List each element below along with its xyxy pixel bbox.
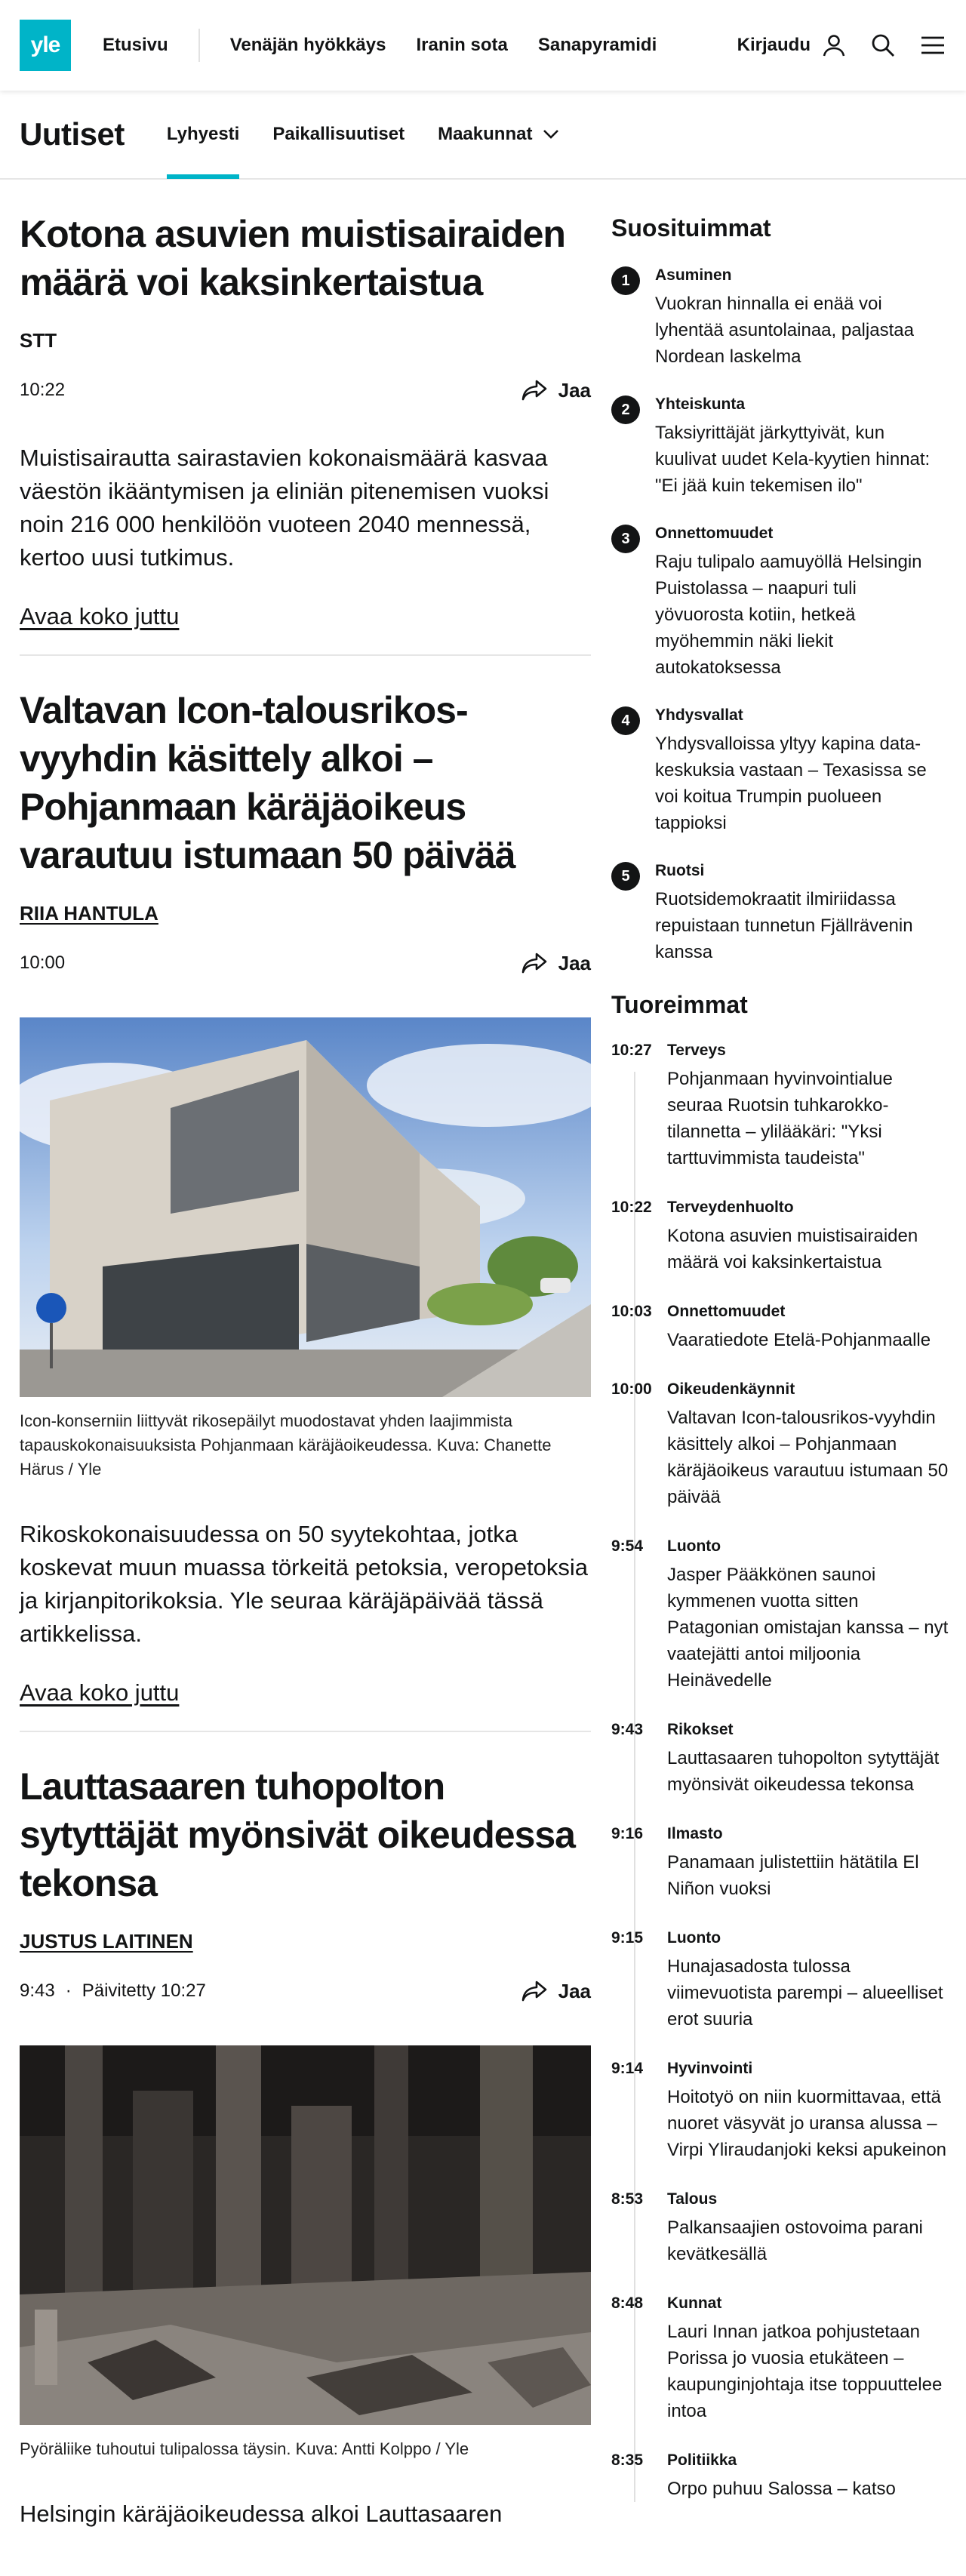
article-meta bbox=[20, 1976, 591, 2006]
item-category: Terveys bbox=[667, 1042, 726, 1059]
latest-item[interactable] bbox=[611, 2294, 949, 2424]
item-title[interactable]: Hunajasadosta tulossa viimevuotista parempi – alueelliset erot suuria bbox=[667, 1956, 943, 2030]
share-button[interactable] bbox=[521, 952, 591, 975]
item-category: Luonto bbox=[667, 1537, 721, 1555]
item-category: Terveydenhuolto bbox=[667, 1199, 794, 1216]
popular-item[interactable] bbox=[611, 395, 949, 499]
item-category: Ilmasto bbox=[667, 1825, 723, 1842]
section-tabs bbox=[167, 90, 560, 179]
item-title[interactable]: Taksiyrittäjät järkyttyivät, kun kuulivat uudet Kela-kyytien hinnat: "Ei jää kuin tekemisen ilo" bbox=[655, 423, 931, 496]
article-author[interactable]: RIIA HANTULA bbox=[20, 902, 158, 925]
item-title[interactable]: Jasper Pääkkönen saunoi kymmenen vuotta sitten Patagonian omistajan kanssa – nyt vaatejätti antoi miljoonia Heinävedelle bbox=[667, 1565, 949, 1691]
section-title[interactable]: Uutiset bbox=[20, 116, 125, 152]
article-lead: Muistisairautta sairastavien kokonaismäärä kasvaa väestön ikääntymisen ja eliniän pitenemisen vuoksi noin 216 000 henkilöön vuoteen 2040 mennessä, kertoo uusi tutkimus. bbox=[20, 445, 549, 571]
nav-link-ukraine[interactable]: Venäjän hyökkäys bbox=[229, 35, 386, 55]
share-icon bbox=[521, 952, 548, 974]
item-category: Onnettomuudet bbox=[655, 525, 774, 542]
item-category: Luonto bbox=[667, 1929, 721, 1947]
latest-item[interactable] bbox=[611, 1721, 949, 1798]
item-time: 10:00 bbox=[611, 1380, 652, 1398]
share-label: Jaa bbox=[558, 378, 591, 402]
item-title[interactable]: Lauri Innan jatkoa pohjustetaan Porissa jo vuosia etukäteen – kaupunginjohtaja itse toppuuttelee intoa bbox=[667, 2322, 943, 2421]
open-article-link[interactable]: Avaa koko juttu bbox=[20, 1679, 180, 1706]
item-title[interactable]: Vuokran hinnalla ei enää voi lyhentää asuntolainaa, paljastaa Nordean laskelma bbox=[655, 294, 914, 367]
article-title[interactable]: Lauttasaaren tuhopolton sytyttäjät myönsivät oikeudessa tekonsa bbox=[20, 1765, 575, 1904]
article-title[interactable]: Kotona asuvien muistisairaiden määrä voi kaksinkertaistua bbox=[20, 213, 565, 303]
share-label: Jaa bbox=[558, 951, 591, 974]
item-time: 10:22 bbox=[611, 1199, 652, 1216]
rank-badge: 3 bbox=[611, 525, 640, 553]
item-time: 8:35 bbox=[611, 2451, 644, 2469]
article-author: STT bbox=[20, 329, 57, 352]
popular-item[interactable] bbox=[611, 525, 949, 681]
article-card bbox=[20, 656, 591, 1732]
share-button[interactable] bbox=[521, 1980, 591, 2003]
item-category: Oikeudenkäynnit bbox=[667, 1380, 795, 1398]
item-title[interactable]: Panamaan julistettiin hätätila El Niñon vuoksi bbox=[667, 1852, 919, 1899]
latest-item[interactable] bbox=[611, 1380, 949, 1510]
item-time: 10:27 bbox=[611, 1042, 652, 1059]
latest-list bbox=[611, 1042, 949, 2502]
nav-home-link[interactable]: Etusivu bbox=[103, 35, 168, 55]
latest-item[interactable] bbox=[611, 1303, 949, 1353]
nav-link-sanapyramidi[interactable]: Sanapyramidi bbox=[537, 35, 657, 55]
latest-item[interactable] bbox=[611, 1042, 949, 1171]
rank-badge: 5 bbox=[611, 862, 640, 891]
sidebar bbox=[611, 180, 949, 2529]
item-time: 9:43 bbox=[611, 1721, 644, 1738]
article-card bbox=[20, 180, 591, 656]
latest-item[interactable] bbox=[611, 1199, 949, 1276]
user-icon bbox=[821, 32, 847, 58]
popular-item[interactable] bbox=[611, 266, 949, 370]
article-meta bbox=[20, 375, 591, 405]
tab-lyhyesti[interactable]: Lyhyesti bbox=[167, 90, 239, 179]
share-button[interactable] bbox=[521, 379, 591, 402]
item-category: Yhdysvallat bbox=[655, 706, 743, 724]
latest-item[interactable] bbox=[611, 2451, 949, 2502]
item-category: Hyvinvointi bbox=[667, 2060, 753, 2077]
photo-caption: Icon-konserniin liittyvät rikosepäilyt muodostavat yhden laajimmista tapauskokonaisuuksista Pohjanmaan käräjäoikeudessa. Kuva: Chanette Härus / Yle bbox=[20, 1411, 552, 1479]
article-updated: Päivitetty 10:27 bbox=[82, 1980, 206, 2001]
latest-item[interactable] bbox=[611, 2060, 949, 2163]
burned-shop-photo bbox=[20, 2045, 591, 2425]
item-title[interactable]: Raju tulipalo aamuyöllä Helsingin Puistolassa – naapuri tuli yövuorosta kotiin, hetkeä myöhemmin näki liekit autokatoksessa bbox=[655, 552, 922, 678]
site-header bbox=[0, 0, 966, 91]
item-title[interactable]: Valtavan Icon-talousrikos-vyyhdin käsittely alkoi – Pohjanmaan käräjäoikeus varautuu istumaan 50 päivää bbox=[667, 1408, 949, 1507]
article-lead: Helsingin käräjäoikeudessa alkoi Lauttasaaren bbox=[20, 2501, 503, 2527]
share-icon bbox=[521, 1980, 548, 2002]
item-title[interactable]: Hoitotyö on niin kuormittavaa, että nuoret väsyvät jo uransa alussa – Virpi Yliraudanjoki keksi apukeinon bbox=[667, 2087, 947, 2160]
open-article-link[interactable]: Avaa koko juttu bbox=[20, 603, 180, 629]
rank-badge: 4 bbox=[611, 706, 640, 735]
item-category: Talous bbox=[667, 2190, 718, 2208]
chevron-down-icon bbox=[543, 129, 559, 140]
rank-badge: 1 bbox=[611, 266, 640, 295]
popular-list bbox=[611, 266, 949, 965]
item-time: 9:15 bbox=[611, 1929, 644, 1947]
popular-heading: Suosituimmat bbox=[611, 214, 771, 242]
popular-item[interactable] bbox=[611, 706, 949, 836]
tab-paikallisuutiset[interactable]: Paikallisuutiset bbox=[272, 124, 405, 144]
item-time: 9:54 bbox=[611, 1537, 644, 1555]
item-title[interactable]: Ruotsidemokraatit ilmiriidassa repuistaan tunnetun Fjällrävenin kanssa bbox=[655, 889, 913, 962]
photo-caption: Pyöräliike tuhoutui tulipalossa täysin. Kuva: Antti Kolppo / Yle bbox=[20, 2439, 469, 2458]
menu-icon[interactable] bbox=[919, 32, 946, 59]
nav-divider bbox=[198, 29, 200, 62]
item-title[interactable]: Palkansaajien ostovoima parani kevätkesällä bbox=[667, 2217, 923, 2264]
item-time: 9:16 bbox=[611, 1825, 644, 1842]
article-meta bbox=[20, 948, 591, 978]
item-category: Kunnat bbox=[667, 2294, 722, 2312]
item-time: 10:03 bbox=[611, 1303, 652, 1320]
tab-maakunnat-label: Maakunnat bbox=[438, 124, 533, 144]
login-button[interactable] bbox=[737, 32, 847, 58]
latest-item[interactable] bbox=[611, 1537, 949, 1694]
item-time: 9:14 bbox=[611, 2060, 644, 2077]
share-icon bbox=[521, 379, 548, 402]
item-category: Yhteiskunta bbox=[655, 395, 746, 413]
latest-item[interactable] bbox=[611, 1825, 949, 1902]
item-category: Rikokset bbox=[667, 1721, 734, 1738]
news-feed bbox=[20, 180, 591, 2531]
nav-link-iran[interactable]: Iranin sota bbox=[416, 35, 508, 55]
share-label: Jaa bbox=[558, 1979, 591, 2002]
latest-item[interactable] bbox=[611, 2190, 949, 2267]
search-icon[interactable] bbox=[869, 32, 897, 59]
item-title[interactable]: Kotona asuvien muistisairaiden määrä voi kaksinkertaistua bbox=[667, 1226, 918, 1273]
item-title[interactable]: Orpo puhuu Salossa – katso bbox=[667, 2479, 896, 2499]
item-title[interactable]: Pohjanmaan hyvinvointialue seuraa Ruotsin tuhkarokko-tilannetta – ylilääkäri: "Yksi tarttuvimmista taudeista" bbox=[667, 1069, 893, 1168]
item-time: 8:53 bbox=[611, 2190, 644, 2208]
rank-badge: 2 bbox=[611, 395, 640, 424]
tab-maakunnat[interactable] bbox=[438, 90, 559, 179]
latest-item[interactable] bbox=[611, 1929, 949, 2033]
item-category: Onnettomuudet bbox=[667, 1303, 786, 1320]
article-time: 9:43 bbox=[20, 1980, 55, 2001]
item-title[interactable]: Lauttasaaren tuhopolton sytyttäjät myönsivät oikeudessa tekonsa bbox=[667, 1748, 940, 1795]
item-time: 8:48 bbox=[611, 2294, 644, 2312]
meta-separator: · bbox=[65, 1980, 72, 2001]
item-title[interactable]: Vaaratiedote Etelä-Pohjanmaalle bbox=[667, 1330, 931, 1350]
item-category: Politiikka bbox=[667, 2451, 737, 2469]
main-nav bbox=[230, 35, 657, 56]
article-lead: Rikoskokonaisuudessa on 50 syytekohtaa, jotka koskevat muun muassa törkeitä petoksia, veropetoksia ja kirjanpitorikoksia. Yle seuraa käräjäpäivää tässä artikkelissa. bbox=[20, 1521, 588, 1647]
latest-heading: Tuoreimmat bbox=[611, 991, 748, 1018]
article-time: 10:00 bbox=[20, 953, 66, 973]
item-title[interactable]: Yhdysvalloissa yltyy kapina data-keskuksia vastaan – Texasissa se voi koitua Trumpin puolueen tappioksi bbox=[655, 734, 927, 833]
popular-item[interactable] bbox=[611, 862, 949, 965]
article-card bbox=[20, 1732, 591, 2531]
header-actions bbox=[737, 32, 946, 59]
article-author[interactable]: JUSTUS LAITINEN bbox=[20, 1930, 193, 1953]
item-category: Ruotsi bbox=[655, 862, 705, 879]
article-title[interactable]: Valtavan Icon-talousrikos-vyyhdin käsittely alkoi – Pohjanmaan käräjäoikeus varautuu istumaan 50 päivää bbox=[20, 689, 515, 876]
item-category: Asuminen bbox=[655, 266, 732, 284]
courthouse-photo bbox=[20, 1017, 591, 1397]
login-label: Kirjaudu bbox=[737, 35, 811, 55]
yle-logo[interactable]: yle bbox=[20, 20, 71, 71]
article-time: 10:22 bbox=[20, 380, 66, 400]
section-nav bbox=[0, 91, 966, 180]
